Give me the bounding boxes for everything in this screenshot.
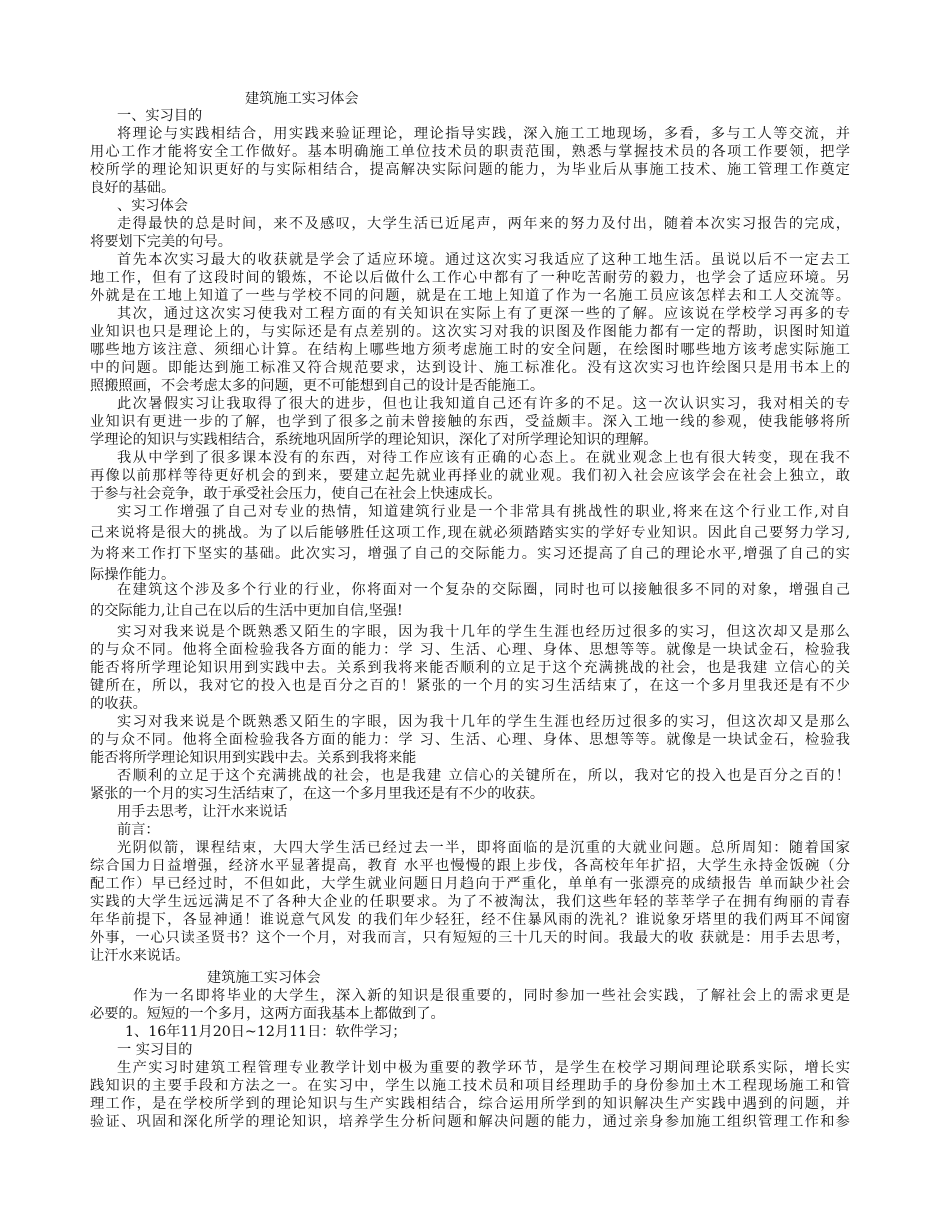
document-title: 建筑施工实习体会 [245,91,359,107]
paragraph-line: 实习工作增强了自己对专业的热情，知道建筑行业是一个非常具有挑战性的职业,将来在这个行业工作,对自 [117,504,850,520]
paragraph-line: 己来说将是很大的挑战。为了以后能够胜任这项工作,现在就必须踏踏实实的学好专业知识。因此自己要努力学习, [90,525,850,541]
paragraph-line: 用心工作才能将安全工作做好。基本明确施工单位技术员的职责范围，熟悉与掌握技术员的各项工作要领，把学 [90,144,850,160]
motto-line: 用手去思考，让汗水来说话 [117,804,288,820]
paragraph-line: 校所学的理论知识更好的与实际相结合，提高解决实际问题的能力，为毕业后从事施工技术、施工管理工作奠定 [90,162,850,178]
paragraph-line: 照搬照画，不会考虑太多的问题，更不可能想到自己的设计是否能施工。 [90,378,545,394]
paragraph-line: 实践的大学生远远满足不了各种大企业的任职要求。为了不被淘汰，我们这些年轻的莘莘学子在拥有绚丽的青春 [90,894,850,910]
paragraph-line: 理工作，是在学校所学到的理论知识与生产实践相结合，综合运用所学到的知识解决生产实践中遇到的问题，并 [90,1096,850,1112]
preface-label: 前言： [117,822,160,838]
paragraph-line: 光阴似箭，课程结束，大四大学生活已经过去一半，即将面临的是沉重的大就业问题。总所周知：随着国家 [117,840,850,856]
paragraph-line: 业知识也只是理论上的，与实际还是有点差别的。这次实习对我的识图及作图能力都有一定的帮助，识图时知道 [90,324,850,340]
paragraph-line: 实习对我来说是个既熟悉又陌生的字眼，因为我十几年的学生生涯也经历过很多的实习，但这次却又是那么 [117,714,850,730]
paragraph-line: 外就是在工地上知道了一些与学校不同的问题，就是在工地上知道了作为一名施工员应该怎样去和工人交流等。 [90,288,850,304]
paragraph-line: 否顺利的立足于这个充满挑战的社会，也是我建 立信心的关键所在，所以，我对它的投入也是百分之百的！ [117,768,850,784]
document-title-2: 建筑施工实习体会 [207,970,321,986]
section-heading-purpose: 一、实习目的 [117,108,203,124]
paragraph-line: 学理论的知识与实践相结合，系统地巩固所学的理论知识，深化了对所学理论知识的理解。 [90,432,658,448]
paragraph-line: 的与众不同。他将全面检验我各方面的能力：学 习、生活、心理、身体、思想等等。就像是一块试金石，检验我 [90,732,850,748]
paragraph-line: 的交际能力,让自己在以后的生活中更加自信,坚强! [90,603,403,619]
paragraph-line: 紧张的一个月的实习生活结束了，在这一个多月里我还是有不少的收获。 [90,786,545,802]
paragraph-line: 首先本次实习最大的收获就是学会了适应环境。通过这次实习我适应了这种工地生活。虽说以后不一定去工 [117,252,850,268]
paragraph-line: 将理论与实践相结合，用实践来验证理论，理论指导实践，深入施工工地现场，多看，多与工人等交流，并 [117,126,850,142]
paragraph-line: 业知识有更进一步的了解，也学到了很多之前未曾接触的东西，受益颇丰。深入工地一线的参观，使我能够将所 [90,414,850,430]
paragraph-line: 践知识的主要手段和方法之一。在实习中，学生以施工技术员和项目经理助手的身份参加土木工程现场施工和管 [90,1078,850,1094]
paragraph-line: 中的问题。即能达到施工标准又符合规范要求，达到设计、施工标准化。没有这次实习也许绘图只是用书本上的 [90,360,850,376]
paragraph-line: 生产实习时建筑工程管理专业教学计划中极为重要的教学环节，是学生在校学习期间理论联系实际，增长实 [117,1060,850,1076]
paragraph-line: 配工作）早已经过时，不但如此，大学生就业问题日月趋向于严重化，单单有一张漂亮的成绩报告 单而缺少社会 [90,876,850,892]
paragraph-line: 走得最快的总是时间，来不及感叹，大学生活已近尾声，两年来的努力及付出，随着本次实习报告的完成， [117,216,850,232]
paragraph-line: 再像以前那样等待更好机会的到来，要建立起先就业再择业的就业观。我们初入社会应该学会在社会上独立，敢 [90,468,850,484]
paragraph-line: 此次暑假实习让我取得了很大的进步，但也让我知道自己还有许多的不足。这一次认识实习，我对相关的专 [117,396,850,412]
paragraph-line: 为将来工作打下坚实的基础。此次实习，增强了自己的交际能力。实习还提高了自己的理论水平,增强了自己的实 [90,546,850,562]
paragraph-line: 能否将所学理论知识用到实践中去。关系到我将来能否顺利的立足于这个充满挑战的社会，也是我建 立信心的关 [90,660,850,676]
paragraph-line: 必要的。短短的一个多月，这两方面我基本上都做到了。 [90,1006,445,1022]
paragraph-line: 我从中学到了很多课本没有的东西，对待工作应该有正确的心态上。在就业观念上也有很大转变，现在我不 [117,450,850,466]
paragraph-line: 的收获。 [90,696,147,712]
paragraph-line: 良好的基础。 [90,180,176,196]
date-line: 1、16年11月20日~12月11日：软件学习； [125,1024,407,1040]
paragraph-line: 能否将所学理论知识用到实践中去。关系到我将来能 [90,750,417,766]
paragraph-line: 验证、巩固和深化所学的理论知识，培养学生分析问题和解决问题的能力，通过亲身参加施工组织管理工作和参 [90,1114,850,1130]
paragraph-line: 年华前提下，各显神通！谁说意气风发 的我们年少轻狂，经不住暴风雨的洗礼？谁说象牙塔里的我们两耳不闻窗 [90,912,850,928]
paragraph-line: 在建筑这个涉及多个行业的行业，你将面对一个复杂的交际圈，同时也可以接触很多不同的对象，增强自己 [117,582,850,598]
section-heading-purpose-2: 一 实习目的 [117,1042,193,1058]
section-heading-experience: 、实习体会 [117,198,188,214]
paragraph-line: 将要划下完美的句号。 [90,234,232,250]
paragraph-line: 作为一名即将毕业的大学生，深入新的知识是很重要的，同时参加一些社会实践，了解社会上的需求更是 [133,988,850,1004]
paragraph-line: 外事，一心只读圣贤书？这个一个月，对我而言，只有短短的三十几天的时间。我最大的收 获就是：用手去思考， [90,930,850,946]
paragraph-line: 让汗水来说话。 [90,948,190,964]
paragraph-line: 其次，通过这次实习使我对工程方面的有关知识在实际上有了更深一些的了解。应该说在学校学习再多的专 [117,306,850,322]
paragraph-line: 地工作，但有了这段时间的锻炼，不论以后做什么工作心中都有了一种吃苦耐劳的毅力，也学会了适应环境。另 [90,270,850,286]
paragraph-line: 键所在，所以，我对它的投入也是百分之百的！紧张的一个月的实习生活结束了，在这一个多月里我还是有不少 [90,678,850,694]
paragraph-line: 际操作能力。 [90,567,176,583]
paragraph-line: 于参与社会竞争，敢于承受社会压力，使自己在社会上快速成长。 [90,486,502,502]
paragraph-line: 的与众不同。他将全面检验我各方面的能力：学 习、生活、心理、身体、思想等等。就像是一块试金石，检验我 [90,642,850,658]
paragraph-line: 哪些地方该注意、须细心计算。在结构上哪些地方须考虑施工时的安全问题，在绘图时哪些地方该考虑实际施工 [90,342,850,358]
paragraph-line: 综合国力日益增强，经济水平显著提高，教育 水平也慢慢的跟上步伐，各高校年年扩招，大学生永持金饭碗（分 [90,858,850,874]
paragraph-line: 实习对我来说是个既熟悉又陌生的字眼，因为我十几年的学生生涯也经历过很多的实习，但这次却又是那么 [117,624,850,640]
